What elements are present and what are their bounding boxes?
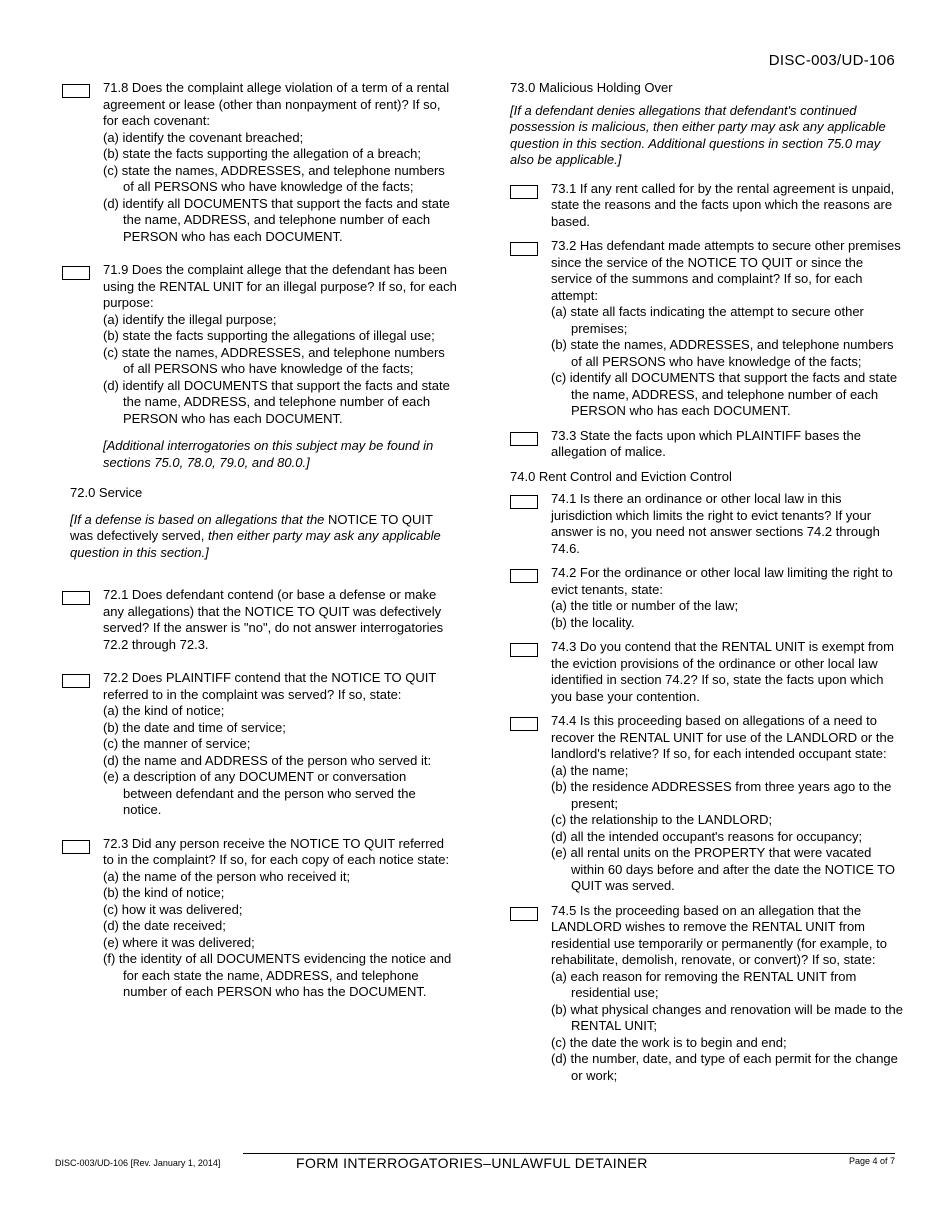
question-73-2-items	[551, 304, 905, 420]
additional-interrogatories-note: [Additional interrogatories on this subject may be found in sections 75.0, 78.0, 79.0, and 80.0.]	[103, 438, 434, 470]
list-item: (b) what physical changes and renovation will be made to the RENTAL UNIT;	[551, 1001, 903, 1033]
question-74-5-items	[551, 969, 905, 1085]
checkbox-74-4[interactable]	[510, 717, 538, 731]
footer-page-number: Page 4 of 7	[848, 1156, 895, 1166]
question-72-2-items	[103, 703, 457, 819]
question-74-3	[510, 639, 905, 705]
list-item: (b) the residence ADDRESSES from three years ago to the present;	[551, 779, 892, 811]
question-73-2	[510, 238, 905, 420]
question-73-3-text: 73.3 State the facts upon which PLAINTIFF bases the allegation of malice.	[551, 427, 862, 459]
list-item: (a) the kind of notice;	[103, 703, 225, 718]
list-item: (d) the name and ADDRESS of the person who served it:	[103, 752, 432, 768]
list-item: (a) each reason for removing the RENTAL UNIT from residential use;	[551, 968, 857, 1000]
question-73-1-text: 73.1 If any rent called for by the rental agreement is unpaid, state the reasons and the facts upon which the reasons are based.	[551, 180, 895, 229]
list-item: (f) the identity of all DOCUMENTS evidencing the notice and for each state the name, ADDRESS, and telephone number of each PERSON who has the DOCUMENT.	[103, 951, 452, 999]
checkbox-73-2[interactable]	[510, 242, 538, 256]
question-73-3	[510, 428, 905, 461]
instruction-text: [If a defense is based on allegations that the	[70, 511, 329, 527]
question-71-8	[62, 80, 457, 245]
checkbox-72-1[interactable]	[62, 591, 90, 605]
checkbox-71-9[interactable]	[62, 266, 90, 280]
instruction-text: then either party may ask any applicable question in this section.]	[70, 528, 441, 560]
list-item: (a) identify the covenant breached;	[103, 129, 304, 145]
question-74-4-text: 74.4 Is this proceeding based on allegations of a need to recover the RENTAL UNIT for use of the LANDLORD or the landlord's relative? If so, for each intended occupant state:	[551, 713, 894, 761]
list-item: (d) identify all DOCUMENTS that support the facts and state the name, ADDRESS, and telephone number of each PERSON who has each DOCUMENT.	[103, 195, 450, 244]
checkbox-74-2[interactable]	[510, 569, 538, 583]
list-item: (d) the number, date, and type of each permit for the change or work;	[551, 1051, 898, 1083]
list-item: (d) the date received;	[103, 918, 226, 933]
question-72-3-items	[103, 869, 457, 1001]
list-item: (e) a description of any DOCUMENT or conversation between defendant and the person who served the notice.	[103, 769, 416, 817]
question-72-1	[62, 587, 457, 653]
list-item: (b) state the facts supporting the allegation of a breach;	[103, 146, 421, 161]
question-71-8-text: 71.8 Does the complaint allege violation of a term of a rental agreement or lease (other than nonpayment of rent)? If so, for each covenant:	[103, 80, 450, 128]
checkbox-74-1[interactable]	[510, 495, 538, 509]
question-72-2-text: 72.2 Does PLAINTIFF contend that the NOTICE TO QUIT referred to in the complaint was served? If so, state:	[103, 670, 437, 702]
question-74-5-text: 74.5 Is the proceeding based on an allegation that the LANDLORD wishes to remove the RENTAL UNIT from residential use temporarily or permanently (for example, to rehabilitate, demolish, renovate, or convert)? If so, state:	[551, 902, 887, 967]
section-74-heading: 74.0 Rent Control and Eviction Control	[510, 468, 732, 484]
question-74-2	[510, 565, 905, 631]
instruction-text: NOTICE TO QUIT was defectively served,	[70, 511, 433, 543]
list-item: (c) state the names, ADDRESSES, and telephone numbers of all PERSONS who have knowledge of the facts;	[103, 344, 445, 376]
question-71-9-items	[103, 312, 457, 428]
question-74-2-items	[551, 598, 905, 631]
list-item: (a) the title or number of the law;	[551, 598, 739, 613]
question-71-9-text: 71.9 Does the complaint allege that the defendant has been using the RENTAL UNIT for an illegal purpose? If so, for each purpose:	[103, 262, 457, 310]
right-column	[510, 80, 905, 1092]
footer-form-title: FORM INTERROGATORIES–UNLAWFUL DETAINER	[296, 1155, 648, 1171]
question-72-1-text: 72.1 Does defendant contend (or base a defense or make any allegations) that the NOTICE TO QUIT was defectively served? If the answer is "no", do not answer interrogatories 72.2 through 72.3.	[103, 587, 444, 652]
question-71-8-items	[103, 130, 457, 246]
list-item: (a) the name;	[551, 762, 629, 778]
list-item: (b) state the names, ADDRESSES, and telephone numbers of all PERSONS who have knowledge of the facts;	[551, 337, 894, 369]
question-72-3-text: 72.3 Did any person receive the NOTICE TO QUIT referred to in the complaint? If so, for each copy of each notice state:	[103, 835, 450, 867]
checkbox-73-1[interactable]	[510, 185, 538, 199]
question-74-3-text: 74.3 Do you contend that the RENTAL UNIT is exempt from the eviction provisions of the ordinance or other local law identified in section 74.2? If so, state the facts upon which you base your contention.	[551, 639, 894, 704]
list-item: (d) identify all DOCUMENTS that support the facts and state the name, ADDRESS, and telephone number of each PERSON who has each DOCUMENT.	[103, 377, 450, 426]
list-item: (c) how it was delivered;	[103, 901, 243, 917]
checkbox-72-3[interactable]	[62, 840, 90, 854]
list-item: (c) the date the work is to begin and end;	[551, 1034, 787, 1050]
list-item: (e) where it was delivered;	[103, 934, 255, 950]
list-item: (b) state the facts supporting the allegations of illegal use;	[103, 328, 435, 343]
left-column	[62, 80, 457, 1018]
list-item: (a) state all facts indicating the attempt to secure other premises;	[551, 304, 864, 336]
question-71-9	[62, 262, 457, 427]
question-74-1	[510, 491, 905, 557]
list-item: (a) identify the illegal purpose;	[103, 311, 277, 327]
list-item: (c) identify all DOCUMENTS that support the facts and state the name, ADDRESS, and telephone number of each PERSON who has each DOCUMENT.	[551, 370, 898, 418]
question-74-5	[510, 903, 905, 1085]
question-74-4	[510, 713, 905, 895]
footer-form-revision: DISC-003/UD-106 [Rev. January 1, 2014]	[55, 1158, 221, 1168]
question-73-2-text: 73.2 Has defendant made attempts to secure other premises since the service of the NOTICE TO QUIT or since the service of the summons and complaint? If so, for each attempt:	[551, 238, 901, 303]
question-74-4-items	[551, 763, 905, 895]
checkbox-73-3[interactable]	[510, 432, 538, 446]
section-73-instruction: [If a defendant denies allegations that defendant's continued possession is malicious, then either party may ask any applicable question in this section. Additional questions in section 75.0 may also be applicable.]	[510, 102, 886, 167]
list-item: (b) the date and time of service;	[103, 719, 286, 735]
checkbox-74-3[interactable]	[510, 643, 538, 657]
list-item: (c) the manner of service;	[103, 736, 251, 751]
list-item: (c) state the names, ADDRESSES, and telephone numbers of all PERSONS who have knowledge of the facts;	[103, 162, 445, 194]
list-item: (b) the locality.	[551, 614, 635, 630]
question-74-1-text: 74.1 Is there an ordinance or other local law in this jurisdiction which limits the right to evict tenants? If your answer is no, you need not answer sections 74.2 through 74.6.	[551, 491, 880, 556]
section-73-heading: 73.0 Malicious Holding Over	[510, 80, 673, 95]
list-item: (d) all the intended occupant's reasons for occupancy;	[551, 828, 863, 844]
checkbox-72-2[interactable]	[62, 674, 90, 688]
list-item: (c) the relationship to the LANDLORD;	[551, 812, 773, 827]
form-id-header: DISC-003/UD-106	[768, 52, 895, 69]
list-item: (e) all rental units on the PROPERTY that were vacated within 60 days before and after the date the NOTICE TO QUIT was served.	[551, 845, 895, 893]
question-74-2-text: 74.2 For the ordinance or other local law limiting the right to evict tenants, state:	[551, 565, 893, 597]
checkbox-74-5[interactable]	[510, 907, 538, 921]
list-item: (a) the name of the person who received it;	[103, 868, 351, 884]
question-72-3	[62, 836, 457, 1001]
section-72-instruction	[70, 512, 457, 562]
list-item: (b) the kind of notice;	[103, 885, 225, 900]
question-72-2	[62, 670, 457, 819]
footer-divider	[243, 1153, 895, 1154]
section-72-heading: 72.0 Service	[70, 485, 143, 500]
question-73-1	[510, 181, 905, 231]
checkbox-71-8[interactable]	[62, 84, 90, 98]
